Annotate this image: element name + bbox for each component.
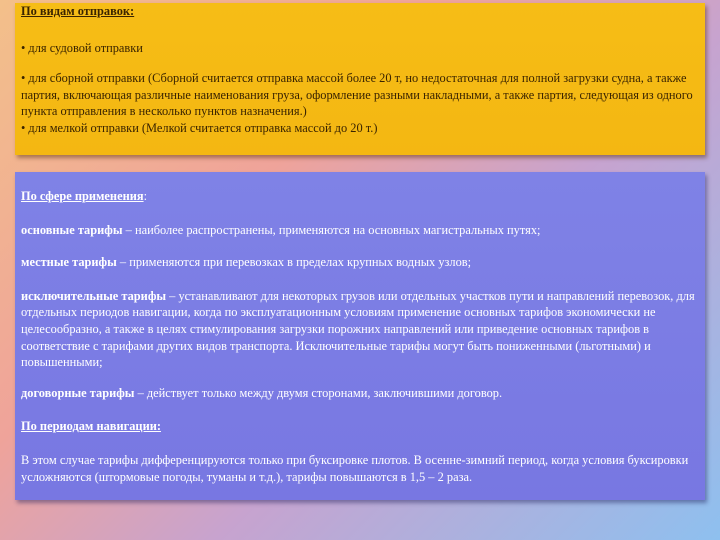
basic-tariffs-paragraph bbox=[21, 222, 699, 239]
shipment-types-panel bbox=[15, 3, 705, 155]
basic-tariffs-label: основные тарифы bbox=[21, 222, 123, 237]
navigation-periods-heading: По периодам навигации: bbox=[21, 419, 161, 434]
local-tariffs-paragraph bbox=[21, 254, 699, 271]
scope-heading-line bbox=[21, 188, 699, 205]
scope-heading-colon: : bbox=[143, 189, 148, 203]
shipment-types-heading: По видам отправок: bbox=[21, 4, 135, 18]
navigation-periods-text: В этом случае тарифы дифференцируются только при буксировке плотов. В осенне-зимний период, когда условия буксировки усложняются (штормовые погоды, туманы и т.д.), тарифы повышаются в 1,5 – 2 раза. bbox=[21, 452, 689, 484]
tariff-scope-panel bbox=[15, 172, 705, 500]
contract-tariffs-text: – действует только между двумя сторонами, заключившими договор. bbox=[134, 385, 503, 400]
contract-tariffs-label: договорные тарифы bbox=[21, 385, 135, 400]
local-tariffs-label: местные тарифы bbox=[21, 255, 117, 270]
local-tariffs-text: – применяются при перевозках в пределах крупных водных узлов; bbox=[116, 255, 472, 270]
small-shipment-item: • для мелкой отправки (Мелкой считается отправка массой до 20 т.) bbox=[21, 120, 378, 135]
contract-tariffs-paragraph bbox=[21, 385, 699, 402]
exceptional-tariffs-label: исключительные тарифы bbox=[21, 288, 167, 303]
ship-shipment-item: • для судовой отправки bbox=[21, 40, 143, 55]
scope-heading: По сфере применения bbox=[21, 189, 144, 203]
exceptional-tariffs-paragraph bbox=[21, 288, 699, 371]
basic-tariffs-text: – наиболее распространены, применяются на основных магистральных путях; bbox=[122, 222, 541, 237]
consolidated-shipment-item: • для сборной отправки (Сборной считается отправка массой более 20 т, но недостаточная для полной загрузки судна, а также партия, включающая различные наименования груза, оформление разными накладными, а также партия, следующая из одного пункта отправления в несколько пунктов назначения.) bbox=[21, 71, 693, 119]
exceptional-tariffs-text: – устанавливают для некоторых грузов или отдельных участков пути и направлений перевозок, для отдельных периодов навигации, когда по эксплуатационным условиям применение основных тарифов экономически не целесообразно, а также в целях стимулирования загрузки порожних направлений или приведение основных тарифов в соответствие с тарифами других видов транспорта. Исключительные тарифы могут быть пониженными (льготными) и повышенными; bbox=[21, 288, 695, 370]
